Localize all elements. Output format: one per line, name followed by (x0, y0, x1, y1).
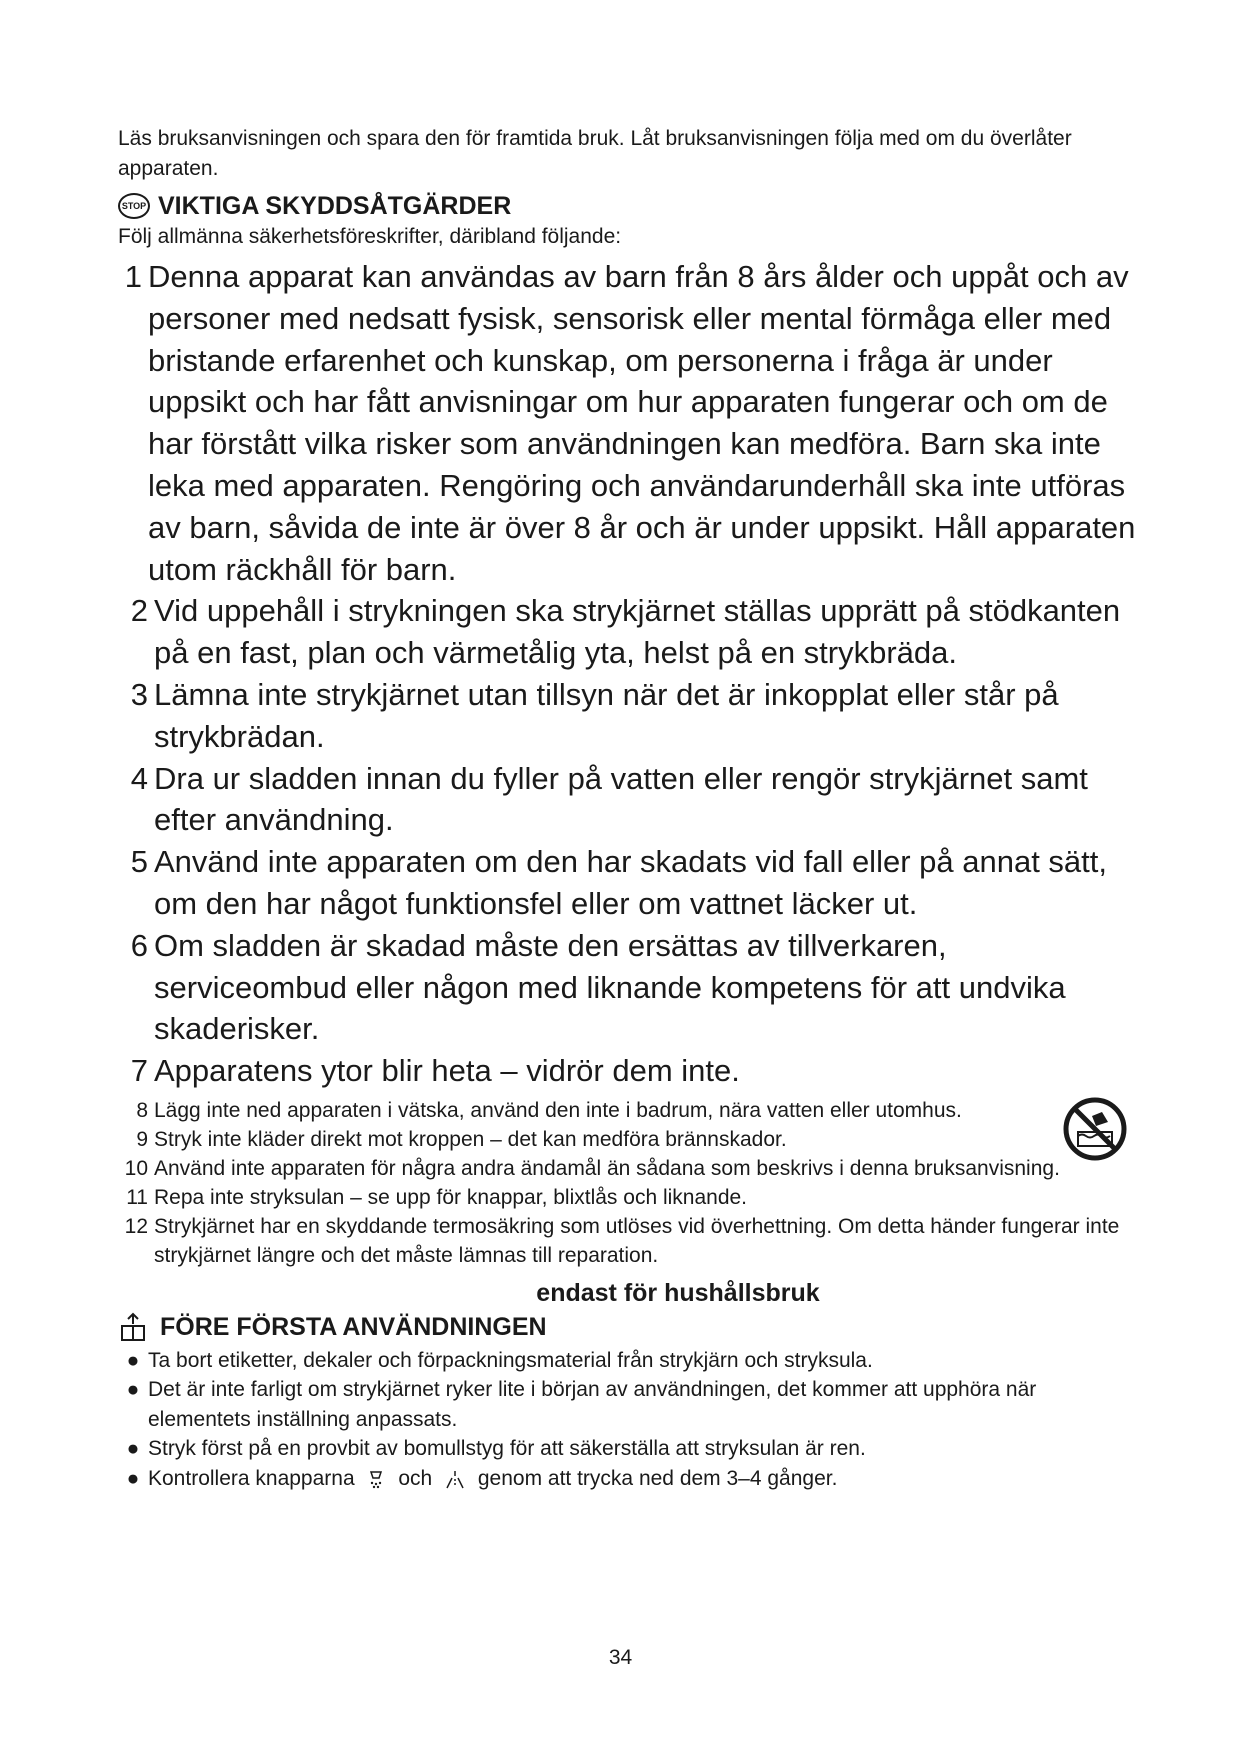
item-number: 8 (136, 1098, 148, 1122)
stop-icon: STOP (118, 193, 150, 219)
item-text: Använd inte apparaten för några andra ändamål än sådana som beskrivs i denna bruksanvisning. (154, 1156, 1060, 1180)
item-number: 7 (130, 1053, 148, 1089)
item-number: 11 (126, 1185, 148, 1209)
bullet-icon: ● (126, 1378, 140, 1402)
item-text: Strykjärnet har en skyddande termosäkring som utlöses vid överhettning. Om detta händer fungerar inte strykjärnet längre och det måste lämnas till reparation. (154, 1214, 1120, 1267)
item-number: 2 (130, 593, 148, 629)
item-number: 5 (130, 844, 148, 880)
before-use-heading (118, 1310, 1138, 1344)
list-item (118, 1212, 1138, 1270)
unpack-box-icon (118, 1312, 148, 1342)
before-use-list (118, 1346, 1138, 1494)
item-text: Vid uppehåll i strykningen ska strykjärnet ställas upprätt på stödkanten på en fast, plan och värmetålig yta, helst på en strykbräda. (154, 593, 1121, 671)
list-item (118, 1183, 1138, 1212)
safety-list-small (118, 1096, 1138, 1270)
steam-burst-button-icon (444, 1468, 466, 1490)
item-text: Lägg inte ned apparaten i vätska, använd den inte i badrum, nära vatten eller utomhus. (154, 1098, 962, 1122)
item-text: Stryk först på en provbit av bomullstyg för att säkerställa att stryksulan är ren. (148, 1437, 866, 1461)
bullet-icon: ● (126, 1466, 140, 1490)
household-note: endast för hushållsbruk (536, 1278, 820, 1307)
list-item (118, 674, 1138, 758)
list-item (118, 841, 1138, 925)
spray-button-icon (366, 1468, 386, 1490)
item-text: Dra ur sladden innan du fyller på vatten eller rengör strykjärnet samt efter användning. (154, 760, 1088, 838)
list-item (118, 925, 1138, 1050)
item-number: 1 (124, 259, 142, 294)
list-item (118, 1464, 1138, 1494)
item-number: 3 (130, 676, 148, 712)
list-item (118, 1125, 1138, 1154)
no-water-icon (1062, 1096, 1128, 1162)
intro-text: Läs bruksanvisningen och spara den för framtida bruk. Låt bruksanvisningen följa med om du överlåter apparaten. (118, 127, 1072, 180)
bullet-icon: ● (126, 1437, 140, 1461)
item-number: 6 (130, 927, 148, 963)
item-text: Stryk inte kläder direkt mot kroppen – det kan medföra brännskador. (154, 1127, 787, 1151)
safety-subtitle: Följ allmänna säkerhetsföreskrifter, däribland följande: (118, 225, 622, 248)
list-item (118, 1154, 1138, 1183)
list-item (118, 1096, 1138, 1125)
list-item (118, 758, 1138, 842)
item-text: Ta bort etiketter, dekaler och förpackningsmaterial från strykjärn och stryksula. (148, 1348, 873, 1372)
item-number: 12 (124, 1214, 148, 1238)
check-buttons-text-middle: och (398, 1466, 433, 1490)
safety-heading (118, 190, 1138, 222)
list-item (118, 590, 1138, 674)
item-text: Använd inte apparaten om den har skadats vid fall eller på annat sätt, om den har något funktionsfel eller om vattnet läcker ut. (154, 844, 1107, 921)
list-item (118, 1050, 1138, 1092)
item-number: 10 (124, 1156, 148, 1180)
list-item (118, 256, 1138, 590)
before-use-title: FÖRE FÖRSTA ANVÄNDNINGEN (160, 1312, 547, 1341)
list-item (118, 1434, 1138, 1464)
item-text: Om sladden är skadad måste den ersättas av tillverkaren, serviceombud eller någon med liknande kompetens för att undvika skaderisker. (154, 927, 1066, 1047)
check-buttons-text-before: Kontrollera knapparna (148, 1466, 355, 1490)
page-number: 34 (608, 1646, 633, 1669)
item-text: Apparatens ytor blir heta – vidrör dem inte. (154, 1053, 740, 1089)
item-text (148, 1464, 1138, 1494)
list-item (118, 1375, 1138, 1434)
item-number: 9 (136, 1127, 148, 1151)
item-text: Repa inte stryksulan – se upp för knappar, blixtlås och liknande. (154, 1185, 748, 1209)
item-text: Lämna inte strykjärnet utan tillsyn när det är inkopplat eller står på strykbrädan. (154, 676, 1059, 754)
check-buttons-text-after: genom att trycka ned dem 3–4 gånger. (477, 1466, 838, 1490)
item-text: Denna apparat kan användas av barn från 8 års ålder och uppåt och av personer med nedsatt fysisk, sensorisk eller mental förmåga eller med bristande erfarenhet och kunskap, om personerna i fråga är under uppsikt och har fått anvisningar om hur apparaten fungerar och om de har förstått vilka risker som användningen kan medföra. Barn ska inte leka med apparaten. Rengöring och användarunderhåll ska inte utföras av barn, såvida de inte är över 8 år och är under uppsikt. Håll apparaten utom räckhåll för barn. (148, 259, 1136, 587)
page-content (118, 124, 1138, 1493)
safety-list-large (118, 256, 1138, 1092)
list-item (118, 1346, 1138, 1376)
safety-title: VIKTIGA SKYDDSÅTGÄRDER (158, 192, 512, 220)
item-text: Det är inte farligt om strykjärnet ryker lite i början av användningen, det kommer att upphöra när elementets inställning anpassats. (148, 1378, 1037, 1431)
bullet-icon: ● (126, 1348, 140, 1372)
item-number: 4 (130, 760, 148, 796)
